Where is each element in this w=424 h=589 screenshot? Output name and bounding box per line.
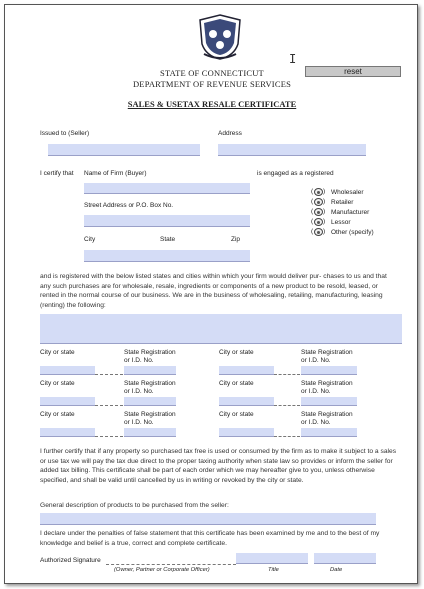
zip-label: Zip — [231, 236, 241, 243]
role-radio-wholesaler[interactable] — [314, 188, 323, 196]
products-description-field[interactable] — [40, 513, 376, 525]
reg-id-label: State Registration — [301, 380, 353, 387]
state-seal-icon — [198, 14, 242, 60]
address-label: Address — [218, 130, 242, 137]
reg-city-label: City or state — [40, 380, 75, 387]
signature-label: Authorized Signature — [40, 557, 101, 564]
reg-city-field[interactable] — [40, 366, 95, 375]
date-field[interactable] — [314, 553, 376, 564]
seller-address-field[interactable] — [218, 144, 366, 156]
state-label: State — [160, 236, 176, 243]
title-caption: Title — [268, 567, 279, 573]
reg-city-field[interactable] — [219, 397, 274, 406]
page-title: SALES & USETAX RESALE CERTIFICATE — [127, 99, 297, 109]
reg-id-label: State Registration — [124, 380, 176, 387]
reg-id-label: or I.D. No. — [124, 388, 154, 395]
reg-id-label: State Registration — [301, 411, 353, 418]
certify-label: I certify that — [40, 170, 74, 177]
reset-button[interactable]: reset — [305, 66, 401, 77]
reg-id-label: State Registration — [124, 349, 176, 356]
owner-caption: (Owner, Partner or Corporate Officer) — [114, 567, 210, 573]
reg-city-label: City or state — [219, 380, 254, 387]
street-address-label: Street Address or P.O. Box No. — [84, 202, 174, 209]
role-label-manufacturer: Manufacturer — [331, 209, 370, 216]
reg-id-label: State Registration — [301, 349, 353, 356]
reg-id-field[interactable] — [124, 428, 176, 437]
role-label-other: Other (specify) — [331, 229, 374, 236]
reg-id-label: or I.D. No. — [301, 357, 331, 364]
seller-name-field[interactable] — [48, 144, 200, 156]
buyer-street-field[interactable] — [84, 215, 250, 227]
buyer-city-state-zip-field[interactable] — [84, 250, 250, 262]
title-field[interactable] — [236, 553, 308, 564]
role-label-retailer: Retailer — [331, 199, 354, 206]
reg-city-field[interactable] — [219, 428, 274, 437]
role-label-lessor: Lessor — [331, 219, 351, 226]
reg-id-label: or I.D. No. — [124, 419, 154, 426]
reg-id-field[interactable] — [124, 397, 176, 406]
reg-id-field[interactable] — [301, 366, 357, 375]
reg-city-field[interactable] — [40, 397, 95, 406]
reg-city-label: City or state — [40, 349, 75, 356]
reg-id-field[interactable] — [124, 366, 176, 375]
firm-name-label: Name of Firm (Buyer) — [84, 170, 147, 177]
date-caption: Date — [330, 567, 343, 573]
reg-city-field[interactable] — [40, 428, 95, 437]
role-radio-other[interactable] — [314, 228, 323, 236]
issued-to-label: Issued to (Seller) — [40, 130, 90, 137]
reg-id-label: or I.D. No. — [301, 388, 331, 395]
reg-city-label: City or state — [219, 411, 254, 418]
business-description-field[interactable] — [40, 314, 402, 344]
reg-id-field[interactable] — [301, 397, 357, 406]
role-radio-retailer[interactable] — [314, 198, 323, 206]
department-name: DEPARTMENT OF REVENUE SERVICES — [132, 79, 292, 89]
role-radio-manufacturer[interactable] — [314, 208, 323, 216]
purchase-statement: and is registered with the below listed states and cities within which your firm would deliver pur- chases to us and that any such purchases are for wholesale, resale, ingredients or components of a new product to be resold, leased, or rented in the normal course of our business. We are in the business of wholesaling, retailing, manufacturing, leasing (renting) the following: — [40, 273, 387, 309]
declaration-statement: I declare under the penalties of false statement that this certificate has been examined by me and to the best of my knowledge and belief is a true, correct and complete certificate. — [40, 530, 380, 547]
text-cursor-icon: I — [289, 52, 297, 66]
reg-id-label: or I.D. No. — [301, 419, 331, 426]
tax-certification-statement: I further certify that if any property so purchased tax free is used or consumed by the firm as to make it subject to a sales or use tax we will pay the tax due direct to the proper taxing authority when state law so provides or inform the seller for added tax billing. This certificate shall be part of each order which we may hereafter give to you, unless otherwise specified, and shall be valid until cancelled by us in writing or revoked by the city or state. — [40, 448, 397, 484]
products-label: General description of products to be purchased from the seller: — [40, 502, 229, 509]
reg-city-label: City or state — [40, 411, 75, 418]
buyer-firm-field[interactable] — [84, 183, 250, 194]
reg-city-field[interactable] — [219, 366, 274, 375]
reg-id-label: or I.D. No. — [124, 357, 154, 364]
role-radio-lessor[interactable] — [314, 218, 323, 226]
city-label: City — [84, 236, 96, 243]
engaged-label: is engaged as a registered — [257, 170, 334, 177]
reg-id-label: State Registration — [124, 411, 176, 418]
reg-city-label: City or state — [219, 349, 254, 356]
reg-id-field[interactable] — [301, 428, 357, 437]
state-name: STATE OF CONNECTICUT — [160, 68, 264, 78]
role-label-wholesaler: Wholesaler — [331, 189, 364, 196]
